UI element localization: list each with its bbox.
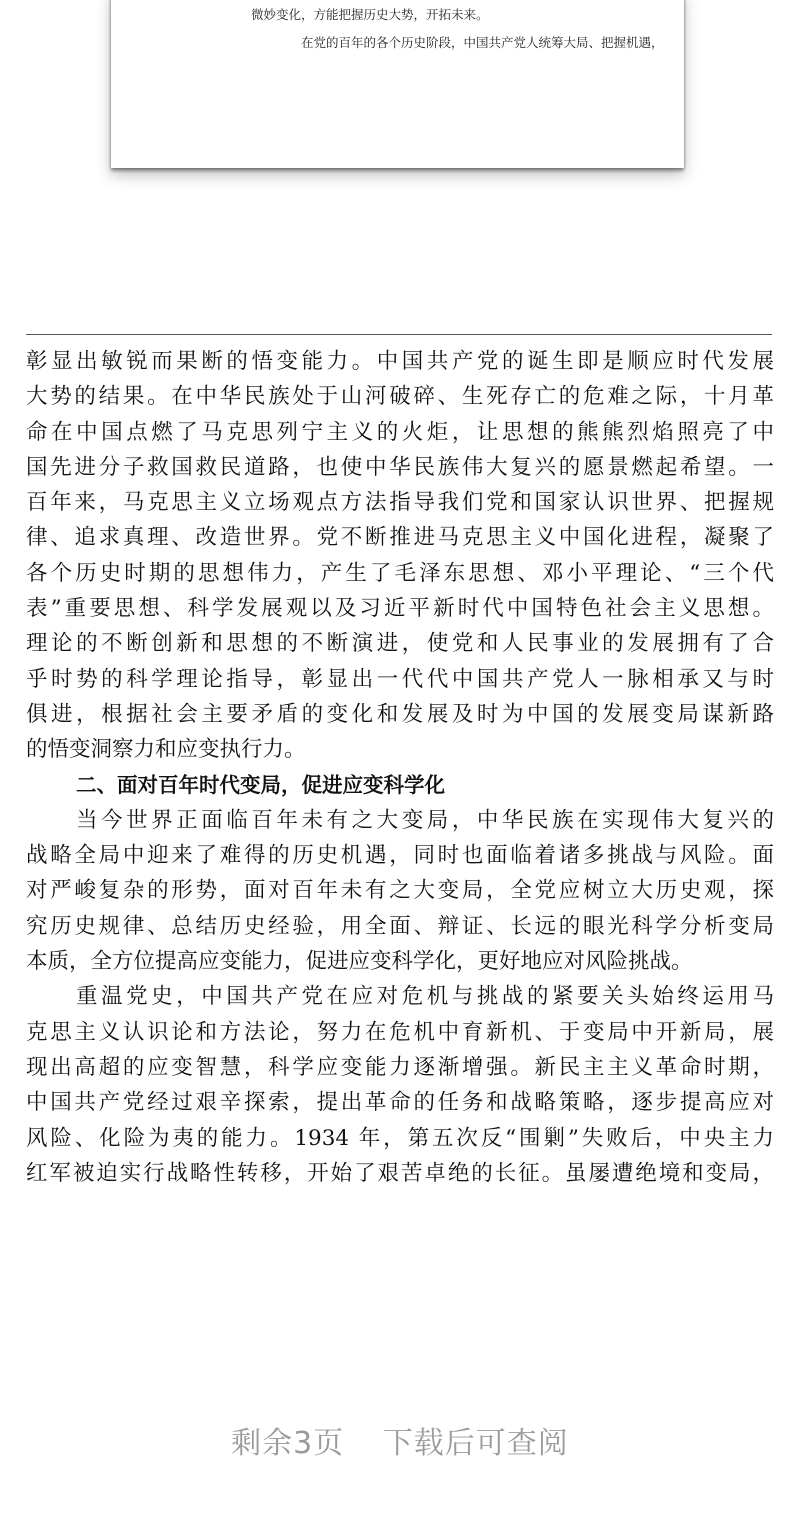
text-line: 各个历史时期的思想伟力，产生了毛泽东思想、邓小平理论、“三个代 <box>26 560 774 586</box>
preview-line: 在党的百年的各个历史阶段，中国共产党人统筹大局、把握机遇， <box>301 35 664 50</box>
remaining-pages-label: 剩余3页 <box>231 1426 345 1461</box>
download-to-view-label: 下载后可查阅 <box>382 1426 569 1461</box>
text-line: 中国共产党经过艰辛探索，提出革命的任务和战略策略，逐步提高应对 <box>26 1090 774 1116</box>
text-line: 现出高超的应变智慧，科学应变能力逐渐增强。新民主主义革命时期， <box>26 1054 774 1080</box>
text-line: 的悟变洞察力和应变执行力。 <box>26 737 306 763</box>
text-line: 重温党史，中国共产党在应对危机与挑战的紧要关头始终运用马 <box>76 984 774 1010</box>
text-line: 命在中国点燃了马克思列宁主义的火炬，让思想的熊熊烈焰照亮了中 <box>26 419 774 445</box>
text-line: 风险、化险为夷的能力。1934 年，第五次反“围剿”失败后，中央主力 <box>26 1125 774 1151</box>
preview-line: 微妙变化，方能把握历史大势，开拓未来。 <box>251 7 489 22</box>
text-line: 究历史规律、总结历史经验，用全面、辩证、长远的眼光科学分析变局 <box>26 913 774 939</box>
text-line: 乎时势的科学理论指导，彰显出一代代中国共产党人一脉相承又与时 <box>26 666 774 692</box>
text-line: 表”重要思想、科学发展观以及习近平新时代中国特色社会主义思想。 <box>26 596 774 622</box>
text-line: 律、追求真理、改造世界。党不断推进马克思主义中国化进程，凝聚了 <box>26 525 774 551</box>
text-line: 彰显出敏锐而果断的悟变能力。中国共产党的诞生即是顺应时代发展 <box>26 349 774 374</box>
text-line: 当今世界正面临百年未有之大变局，中华民族在实现伟大复兴的 <box>76 807 774 833</box>
preview-cut-line <box>251 0 501 4</box>
page-divider <box>26 334 772 335</box>
text-line: 本质，全方位提高应变能力，促进应变科学化，更好地应对风险挑战。 <box>26 949 693 975</box>
previous-page-preview <box>111 0 684 168</box>
text-line: 国先进分子救国救民道路，也使中华民族伟大复兴的愿景燃起希望。一 <box>26 454 774 480</box>
text-line: 克思主义认识论和方法论，努力在危机中育新机、于变局中开新局，展 <box>26 1019 774 1045</box>
document-body <box>26 344 774 1191</box>
text-line: 战略全局中迎来了难得的历史机遇，同时也面临着诸多挑战与风险。面 <box>26 843 774 869</box>
text-line: 百年来，马克思主义立场观点方法指导我们党和国家认识世界、把握规 <box>26 490 774 516</box>
text-line: 俱进，根据社会主要矛盾的变化和发展及时为中国的发展变局谋新路 <box>26 701 774 727</box>
section-heading: 二、面对百年时代变局，促进应变科学化 <box>76 772 445 797</box>
download-prompt[interactable] <box>0 1418 800 1462</box>
text-line: 理论的不断创新和思想的不断演进，使党和人民事业的发展拥有了合 <box>26 631 774 657</box>
text-line: 红军被迫实行战略性转移，开始了艰苦卓绝的长征。虽屡遭绝境和变局， <box>26 1160 774 1186</box>
text-line: 对严峻复杂的形势，面对百年未有之大变局，全党应树立大历史观，探 <box>26 878 774 904</box>
text-line: 大势的结果。在中华民族处于山河破碎、生死存亡的危难之际，十月革 <box>26 384 774 410</box>
